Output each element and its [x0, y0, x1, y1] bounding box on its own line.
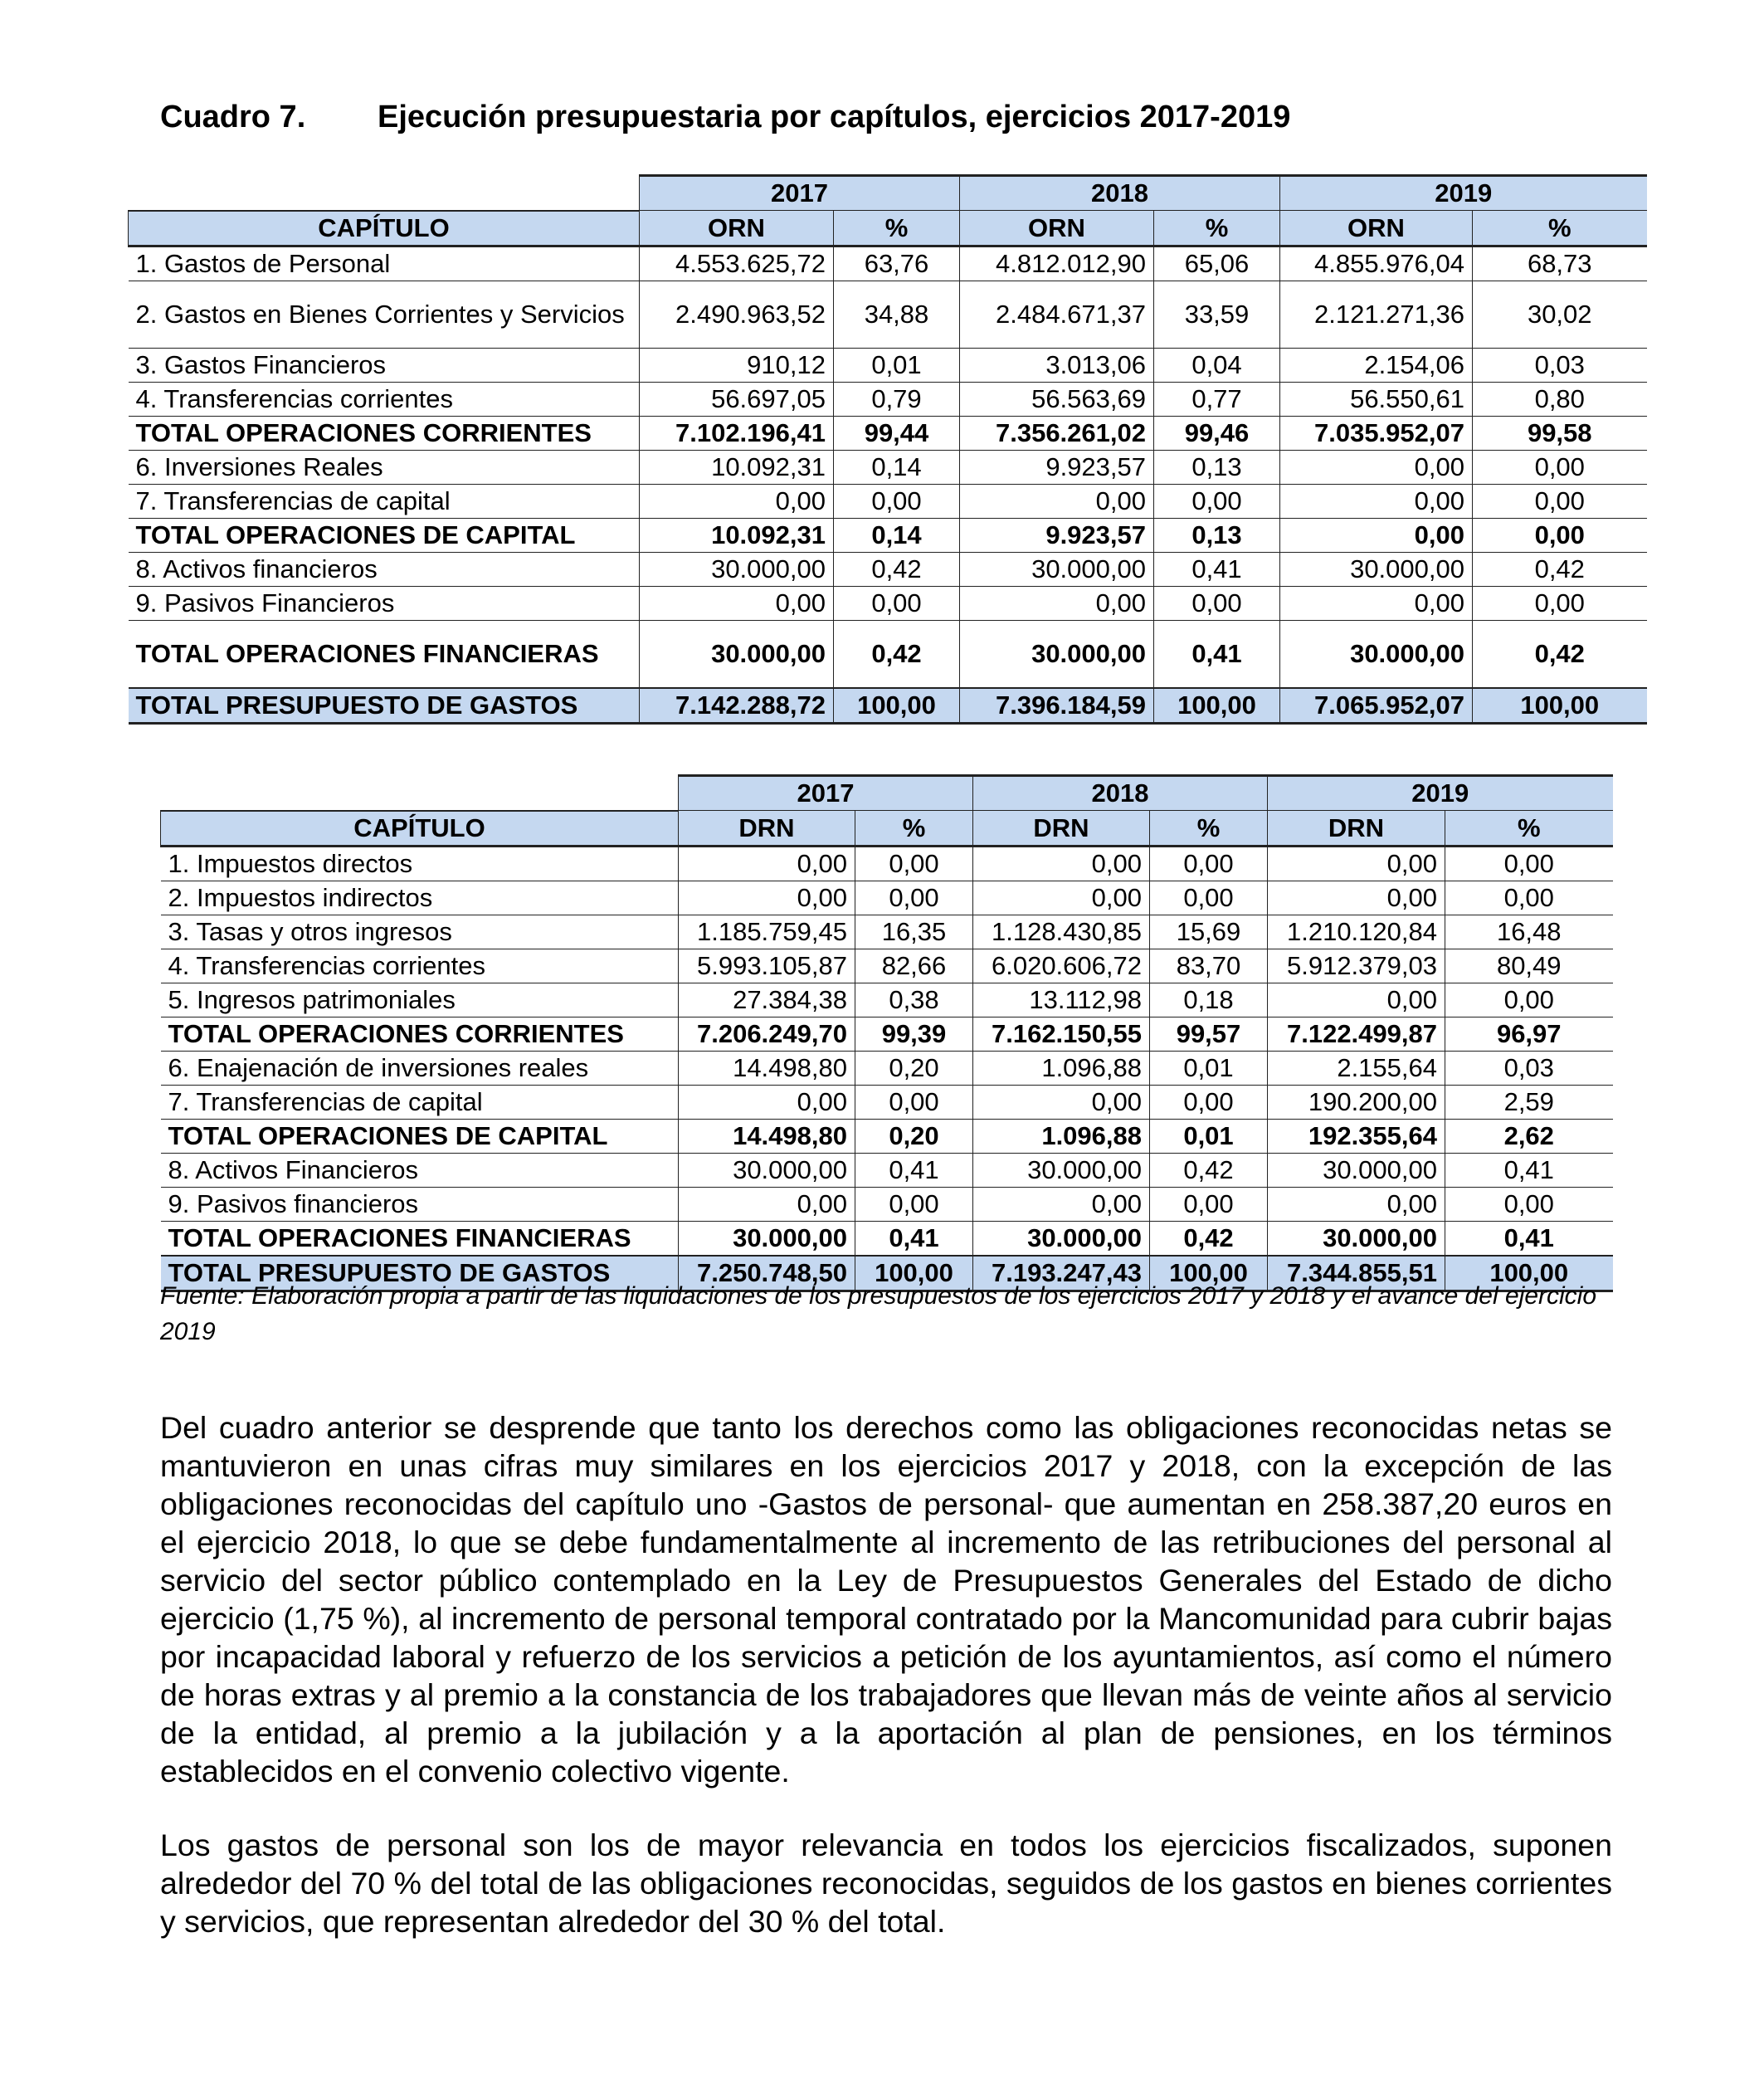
column-header: ORN	[1280, 211, 1473, 246]
body-paragraph: Los gastos de personal son los de mayor relevancia en todos los ejercicios fiscalizados, suponen alrededor del 70 % del total de las obligaciones reconocidas, seguidos de los gastos en bienes corrientes y servicios, que representan alrededor del 30 % del total.	[160, 1828, 1612, 1939]
amount-cell: 9.923,57	[960, 450, 1154, 484]
row-label: TOTAL OPERACIONES FINANCIERAS	[161, 1221, 679, 1256]
amount-cell: 0,00	[679, 1085, 855, 1119]
amount-cell: 7.102.196,41	[640, 416, 834, 450]
row-label: 5. Ingresos patrimoniales	[161, 983, 679, 1017]
percent-cell: 100,00	[1150, 1256, 1268, 1291]
table-row	[129, 348, 1647, 382]
column-header: %	[1154, 211, 1280, 246]
percent-cell: 99,57	[1150, 1017, 1268, 1051]
row-label: TOTAL OPERACIONES DE CAPITAL	[161, 1119, 679, 1153]
percent-cell: 0,00	[834, 586, 960, 620]
percent-cell: 0,01	[1150, 1051, 1268, 1085]
row-label: TOTAL OPERACIONES CORRIENTES	[129, 416, 640, 450]
amount-cell: 0,00	[973, 846, 1150, 881]
percent-cell: 0,00	[1445, 846, 1613, 881]
amount-cell: 13.112,98	[973, 983, 1150, 1017]
table-row	[129, 416, 1647, 450]
caption-text: Ejecución presupuestaria por capítulos, ejercicios 2017-2019	[378, 100, 1291, 134]
amount-cell: 30.000,00	[679, 1153, 855, 1187]
amount-cell: 7.193.247,43	[973, 1256, 1150, 1291]
percent-cell: 0,20	[855, 1051, 973, 1085]
column-header: %	[1445, 811, 1613, 847]
percent-cell: 16,35	[855, 915, 973, 949]
amount-cell: 1.210.120,84	[1268, 915, 1445, 949]
table-row	[129, 484, 1647, 518]
amount-cell: 2.154,06	[1280, 348, 1473, 382]
percent-cell: 99,44	[834, 416, 960, 450]
amount-cell: 4.855.976,04	[1280, 246, 1473, 281]
revenues-body	[161, 846, 1613, 1291]
amount-cell: 14.498,80	[679, 1051, 855, 1085]
amount-cell: 56.563,69	[960, 382, 1154, 416]
amount-cell: 0,00	[1280, 484, 1473, 518]
amount-cell: 30.000,00	[1280, 620, 1473, 688]
percent-cell: 16,48	[1445, 915, 1613, 949]
table-row	[161, 1051, 1613, 1085]
amount-cell: 6.020.606,72	[973, 949, 1150, 983]
row-label: 3. Tasas y otros ingresos	[161, 915, 679, 949]
amount-cell: 0,00	[1268, 846, 1445, 881]
table-row	[161, 1119, 1613, 1153]
percent-cell: 82,66	[855, 949, 973, 983]
column-header: DRN	[973, 811, 1150, 847]
percent-cell: 0,41	[1154, 552, 1280, 586]
amount-cell: 7.065.952,07	[1280, 688, 1473, 724]
percent-cell: 0,00	[1154, 484, 1280, 518]
amount-cell: 7.142.288,72	[640, 688, 834, 724]
amount-cell: 0,00	[679, 846, 855, 881]
percent-cell: 0,01	[834, 348, 960, 382]
percent-cell: 2,62	[1445, 1119, 1613, 1153]
column-header: %	[1150, 811, 1268, 847]
percent-cell: 0,80	[1473, 382, 1647, 416]
column-header: %	[1473, 211, 1647, 246]
table-row	[161, 881, 1613, 915]
table-row	[129, 382, 1647, 416]
amount-cell: 7.035.952,07	[1280, 416, 1473, 450]
row-label: 9. Pasivos Financieros	[129, 586, 640, 620]
percent-cell: 0,03	[1445, 1051, 1613, 1085]
row-label: 6. Enajenación de inversiones reales	[161, 1051, 679, 1085]
amount-cell: 30.000,00	[640, 552, 834, 586]
percent-cell: 99,46	[1154, 416, 1280, 450]
percent-cell: 96,97	[1445, 1017, 1613, 1051]
percent-cell: 0,00	[855, 1187, 973, 1221]
amount-cell: 1.128.430,85	[973, 915, 1150, 949]
amount-cell: 190.200,00	[1268, 1085, 1445, 1119]
amount-cell: 56.697,05	[640, 382, 834, 416]
percent-cell: 0,00	[834, 484, 960, 518]
percent-cell: 30,02	[1473, 281, 1647, 348]
table-row	[161, 1221, 1613, 1256]
amount-cell: 30.000,00	[973, 1153, 1150, 1187]
percent-cell: 0,41	[1445, 1221, 1613, 1256]
row-label: 2. Gastos en Bienes Corrientes y Servicios	[129, 281, 640, 348]
amount-cell: 1.096,88	[973, 1051, 1150, 1085]
percent-cell: 2,59	[1445, 1085, 1613, 1119]
amount-cell: 2.484.671,37	[960, 281, 1154, 348]
percent-cell: 0,14	[834, 450, 960, 484]
year-header: 2017	[679, 776, 973, 811]
percent-cell: 0,42	[1150, 1153, 1268, 1187]
amount-cell: 56.550,61	[1280, 382, 1473, 416]
percent-cell: 0,00	[1150, 881, 1268, 915]
amount-cell: 27.384,38	[679, 983, 855, 1017]
amount-cell: 7.206.249,70	[679, 1017, 855, 1051]
percent-cell: 0,00	[1150, 1187, 1268, 1221]
amount-cell: 7.396.184,59	[960, 688, 1154, 724]
percent-cell: 0,00	[1445, 1187, 1613, 1221]
amount-cell: 3.013,06	[960, 348, 1154, 382]
percent-cell: 0,00	[1473, 518, 1647, 552]
percent-cell: 100,00	[1154, 688, 1280, 724]
table-row	[161, 1017, 1613, 1051]
percent-cell: 0,41	[855, 1221, 973, 1256]
table-row	[129, 688, 1647, 724]
table-row	[161, 1187, 1613, 1221]
table-row	[129, 518, 1647, 552]
amount-cell: 14.498,80	[679, 1119, 855, 1153]
source-note: Fuente: Elaboración propia a partir de las liquidaciones de los presupuestos de los ejercicios 2017 y 2018 y el avance del ejercicio 2019	[160, 1282, 1597, 1345]
table-row	[161, 846, 1613, 881]
amount-cell: 4.553.625,72	[640, 246, 834, 281]
percent-cell: 99,39	[855, 1017, 973, 1051]
percent-cell: 0,14	[834, 518, 960, 552]
amount-cell: 0,00	[973, 1187, 1150, 1221]
percent-cell: 0,00	[855, 1085, 973, 1119]
percent-cell: 100,00	[1445, 1256, 1613, 1291]
amount-cell: 7.344.855,51	[1268, 1256, 1445, 1291]
percent-cell: 0,79	[834, 382, 960, 416]
row-label: 9. Pasivos financieros	[161, 1187, 679, 1221]
percent-cell: 0,00	[1150, 846, 1268, 881]
amount-cell: 30.000,00	[960, 552, 1154, 586]
percent-cell: 0,00	[855, 846, 973, 881]
percent-cell: 68,73	[1473, 246, 1647, 281]
percent-cell: 0,42	[1150, 1221, 1268, 1256]
table-row	[161, 1085, 1613, 1119]
table-row	[129, 620, 1647, 688]
row-label: 1. Impuestos directos	[161, 846, 679, 881]
percent-cell: 33,59	[1154, 281, 1280, 348]
percent-cell: 0,00	[1445, 983, 1613, 1017]
amount-cell: 0,00	[973, 881, 1150, 915]
percent-cell: 0,41	[1445, 1153, 1613, 1187]
year-header: 2019	[1268, 776, 1613, 811]
amount-cell: 0,00	[1268, 881, 1445, 915]
column-header: CAPÍTULO	[129, 211, 640, 246]
percent-cell: 15,69	[1150, 915, 1268, 949]
percent-cell: 0,01	[1150, 1119, 1268, 1153]
amount-cell: 0,00	[973, 1085, 1150, 1119]
amount-cell: 7.356.261,02	[960, 416, 1154, 450]
percent-cell: 0,00	[1150, 1085, 1268, 1119]
amount-cell: 0,00	[960, 484, 1154, 518]
amount-cell: 192.355,64	[1268, 1119, 1445, 1153]
amount-cell: 7.122.499,87	[1268, 1017, 1445, 1051]
amount-cell: 30.000,00	[640, 620, 834, 688]
percent-cell: 34,88	[834, 281, 960, 348]
percent-cell: 0,00	[1473, 484, 1647, 518]
table-row	[129, 450, 1647, 484]
row-label: 8. Activos financieros	[129, 552, 640, 586]
percent-cell: 99,58	[1473, 416, 1647, 450]
table-row	[129, 586, 1647, 620]
amount-cell: 30.000,00	[973, 1221, 1150, 1256]
percent-cell: 0,38	[855, 983, 973, 1017]
year-header: 2018	[973, 776, 1268, 811]
percent-cell: 0,18	[1150, 983, 1268, 1017]
row-label: 1. Gastos de Personal	[129, 246, 640, 281]
percent-cell: 0,13	[1154, 518, 1280, 552]
expenses-table	[128, 174, 1647, 725]
percent-cell: 0,42	[1473, 620, 1647, 688]
row-label: TOTAL OPERACIONES CORRIENTES	[161, 1017, 679, 1051]
percent-cell: 100,00	[834, 688, 960, 724]
percent-cell: 80,49	[1445, 949, 1613, 983]
percent-cell: 0,77	[1154, 382, 1280, 416]
amount-cell: 2.490.963,52	[640, 281, 834, 348]
amount-cell: 0,00	[1280, 586, 1473, 620]
amount-cell: 7.250.748,50	[679, 1256, 855, 1291]
amount-cell: 9.923,57	[960, 518, 1154, 552]
amount-cell: 0,00	[1268, 1187, 1445, 1221]
percent-cell: 0,04	[1154, 348, 1280, 382]
table-row	[129, 552, 1647, 586]
amount-cell: 0,00	[679, 881, 855, 915]
percent-cell: 0,00	[1445, 881, 1613, 915]
percent-cell: 65,06	[1154, 246, 1280, 281]
row-label: 8. Activos Financieros	[161, 1153, 679, 1187]
expenses-body	[129, 246, 1647, 723]
table-row	[161, 949, 1613, 983]
amount-cell: 7.162.150,55	[973, 1017, 1150, 1051]
percent-cell: 0,42	[834, 552, 960, 586]
year-header: 2019	[1280, 176, 1647, 211]
row-label: TOTAL PRESUPUESTO DE GASTOS	[161, 1256, 679, 1291]
column-header: ORN	[960, 211, 1154, 246]
amount-cell: 0,00	[960, 586, 1154, 620]
percent-cell: 0,42	[1473, 552, 1647, 586]
percent-cell: 0,41	[1154, 620, 1280, 688]
amount-cell: 0,00	[640, 586, 834, 620]
amount-cell: 1.185.759,45	[679, 915, 855, 949]
amount-cell: 10.092,31	[640, 518, 834, 552]
percent-cell: 0,00	[1473, 450, 1647, 484]
amount-cell: 910,12	[640, 348, 834, 382]
amount-cell: 2.121.271,36	[1280, 281, 1473, 348]
amount-cell: 4.812.012,90	[960, 246, 1154, 281]
revenues-table	[160, 774, 1613, 1292]
amount-cell: 2.155,64	[1268, 1051, 1445, 1085]
column-header: %	[834, 211, 960, 246]
amount-cell: 0,00	[679, 1187, 855, 1221]
amount-cell: 0,00	[1280, 450, 1473, 484]
amount-cell: 5.912.379,03	[1268, 949, 1445, 983]
row-label: 4. Transferencias corrientes	[161, 949, 679, 983]
row-label: 7. Transferencias de capital	[129, 484, 640, 518]
caption-number: Cuadro 7.	[160, 100, 306, 134]
percent-cell: 100,00	[855, 1256, 973, 1291]
table-row	[161, 983, 1613, 1017]
percent-cell: 0,41	[855, 1153, 973, 1187]
column-header: CAPÍTULO	[161, 811, 679, 847]
table-row	[129, 281, 1647, 348]
amount-cell: 30.000,00	[679, 1221, 855, 1256]
percent-cell: 0,03	[1473, 348, 1647, 382]
percent-cell: 0,42	[834, 620, 960, 688]
amount-cell: 1.096,88	[973, 1119, 1150, 1153]
percent-cell: 0,13	[1154, 450, 1280, 484]
row-label: TOTAL OPERACIONES DE CAPITAL	[129, 518, 640, 552]
year-header: 2018	[960, 176, 1280, 211]
percent-cell: 100,00	[1473, 688, 1647, 724]
amount-cell: 0,00	[1268, 983, 1445, 1017]
amount-cell: 30.000,00	[960, 620, 1154, 688]
percent-cell: 83,70	[1150, 949, 1268, 983]
body-paragraph: Del cuadro anterior se desprende que tanto los derechos como las obligaciones reconocidas netas se mantuvieron en unas cifras muy similares en los ejercicios 2017 y 2018, con la excepción de las obligaciones reconocidas del capítulo uno -Gastos de personal- que aumentan en 258.387,20 euros en el ejercicio 2018, lo que se debe fundamentalmente al incremento de las retribuciones del personal al servicio del sector público contemplado en la Ley de Presupuestos Generales del Estado de dicho ejercicio (1,75 %), al incremento de personal temporal contratado por la Mancomunidad para cubrir bajas por incapacidad laboral y refuerzo de los servicios a petición de los ayuntamientos, así como el número de horas extras y al premio a la constancia de los trabajadores que llevan más de veinte años al servicio de la entidad, al premio a la jubilación y a la aportación al plan de pensiones, en los términos establecidos en el convenio colectivo vigente.	[160, 1410, 1612, 1789]
table-row	[129, 246, 1647, 281]
percent-cell: 63,76	[834, 246, 960, 281]
amount-cell: 10.092,31	[640, 450, 834, 484]
column-header: ORN	[640, 211, 834, 246]
percent-cell: 0,20	[855, 1119, 973, 1153]
year-header: 2017	[640, 176, 960, 211]
row-label: TOTAL OPERACIONES FINANCIERAS	[129, 620, 640, 688]
table-row	[161, 915, 1613, 949]
percent-cell: 0,00	[855, 881, 973, 915]
amount-cell: 0,00	[640, 484, 834, 518]
amount-cell: 30.000,00	[1268, 1153, 1445, 1187]
table-row	[161, 1153, 1613, 1187]
amount-cell: 0,00	[1280, 518, 1473, 552]
percent-cell: 0,00	[1473, 586, 1647, 620]
table-caption	[160, 100, 1290, 135]
row-label: 3. Gastos Financieros	[129, 348, 640, 382]
row-label: TOTAL PRESUPUESTO DE GASTOS	[129, 688, 640, 724]
percent-cell: 0,00	[1154, 586, 1280, 620]
column-header: DRN	[1268, 811, 1445, 847]
row-label: 6. Inversiones Reales	[129, 450, 640, 484]
row-label: 2. Impuestos indirectos	[161, 881, 679, 915]
column-header: %	[855, 811, 973, 847]
amount-cell: 5.993.105,87	[679, 949, 855, 983]
row-label: 7. Transferencias de capital	[161, 1085, 679, 1119]
column-header: DRN	[679, 811, 855, 847]
amount-cell: 30.000,00	[1268, 1221, 1445, 1256]
amount-cell: 30.000,00	[1280, 552, 1473, 586]
row-label: 4. Transferencias corrientes	[129, 382, 640, 416]
